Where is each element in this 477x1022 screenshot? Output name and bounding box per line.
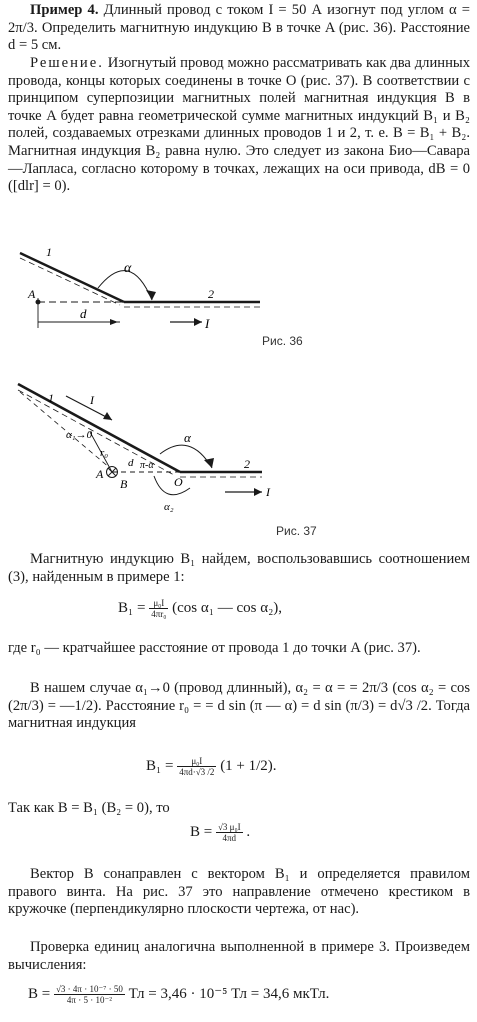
fig36-label-A: A — [28, 287, 36, 301]
eq4-den: 4π · 5 · 10⁻² — [66, 995, 112, 1006]
paragraph-2: где r₀ — кратчайшее расстояние от провода 1 до точки A (рис. 37). — [8, 640, 421, 656]
eq1-lhs: B₁ = — [118, 599, 146, 616]
fig36-label-d: d — [80, 306, 87, 321]
eq3-den: 4πd — [222, 833, 237, 843]
fig37-label-d: d — [128, 457, 134, 469]
paragraph-6: Проверка единиц аналогична выполненной в примере 3. Произведем вычисления: — [8, 939, 470, 973]
paragraph-5: Вектор B сонаправлен с вектором B₁ и определяется правилом правого винта. На рис. 37 это направление отмечено крестиком в кружочке (перпендикулярно плоскости чертежа, от нас). — [8, 866, 470, 918]
eq3-rhs: . — [246, 823, 251, 840]
fig37-label-alpha: α — [184, 430, 191, 445]
fig37-label-2: 2 — [244, 457, 250, 471]
eq4-num: √3 · 4π · 10⁻⁷ · 50 — [55, 984, 123, 995]
example-label: Пример 4. — [30, 2, 99, 18]
solution-text: Изогнутый провод можно рассматривать как два длинных провода, концы которых соединены в точке O (рис. 37). В соответствии с принципом суперпозиции магнитных полей магнитная индукция B в точке A будет равна геометрической сумме магнитных индукций B₁ и B₂ полей, создаваемых отрезками длинных проводов 1 и 2, т. е. B = B₁ + B₂. Магнитная индукция B₂ равна нулю. Это следует из закона Био—Савара—Лапласа, согласно которому в точках, лежащих на оси привода, dB = 0 ([dlr] = 0). — [8, 55, 470, 195]
fig37-caption: Рис. 37 — [276, 524, 317, 538]
eq2-den: 4πd·√3 /2 — [179, 767, 215, 777]
paragraph-4: Так как B = B₁ (B₂ = 0), то — [8, 800, 170, 816]
equation-2 — [146, 756, 277, 777]
fig36-label-2: 2 — [208, 287, 214, 301]
eq4-rhs: Тл = 3,46 · 10⁻⁵ Тл = 34,6 мкТл. — [128, 986, 330, 1002]
eq1-num: μ₀I — [149, 598, 168, 609]
point-A-36 — [36, 300, 41, 305]
fig37-label-I-top: I — [90, 393, 94, 407]
fig36-caption: Рис. 36 — [262, 334, 303, 348]
figure-37 — [0, 376, 477, 516]
fig36-label-1: 1 — [46, 245, 52, 259]
equation-1 — [118, 598, 282, 619]
paragraph-1: Магнитную индукцию B₁ найдем, воспользовавшись соотношением (3), найденным в примере 1: — [8, 551, 470, 585]
eq2-rhs: (1 + 1/2). — [220, 757, 277, 774]
fig37-label-O: O — [174, 475, 183, 489]
example-text: Длинный провод с током I = 50 А изогнут под углом α = 2π/3. Определить магнитную индукцию B в точке A (рис. 36). Расстояние d = 5 см. — [8, 2, 470, 54]
eq2-lhs: B₁ = — [146, 757, 174, 774]
figure-36 — [0, 238, 477, 368]
fig37-label-I-right: I — [266, 485, 270, 499]
fig37-label-A: A — [96, 467, 104, 481]
fig36-label-I: I — [205, 316, 210, 331]
eq3-num: √3 μ₀I — [217, 822, 241, 832]
eq2-fraction — [177, 756, 216, 777]
eq3-lhs: B = — [190, 823, 213, 840]
solution-label: Решение. — [30, 55, 104, 71]
fig36-label-alpha: α — [124, 261, 132, 276]
eq1-fraction — [149, 598, 168, 619]
eq1-den: 4πr₀ — [151, 609, 167, 619]
eq4-lhs: B = — [28, 986, 51, 1002]
solution-paragraph — [8, 55, 470, 196]
fig37-label-alpha2: α₂ — [164, 501, 174, 513]
eq3-fraction — [216, 822, 243, 843]
fig37-label-pi-alpha: π-α — [140, 460, 154, 471]
equation-4 — [28, 984, 329, 1005]
alpha2-arc — [154, 476, 190, 495]
fig37-label-r0: r₀ — [100, 447, 109, 459]
paragraph-3: В нашем случае α₁→0 (провод длинный), α₂ = α = = 2π/3 (cos α₂ = cos (2π/3) = —1/2). Расстояние r₀ = = d sin (π — α) = d sin (π/3) = d√3 /2. Тогда магнитная индукция — [8, 680, 470, 732]
equation-3 — [190, 822, 250, 843]
eq4-fraction — [54, 984, 125, 1005]
alpha1-line — [20, 392, 110, 468]
eq1-rhs: (cos α₁ — cos α₂), — [172, 599, 283, 616]
eq2-num: μ₀I — [177, 756, 216, 767]
example-paragraph — [8, 2, 470, 55]
fig37-label-alpha1: α₁→0 — [66, 429, 93, 441]
fig37-label-B: B — [120, 477, 128, 491]
fig37-label-1: 1 — [48, 391, 54, 405]
